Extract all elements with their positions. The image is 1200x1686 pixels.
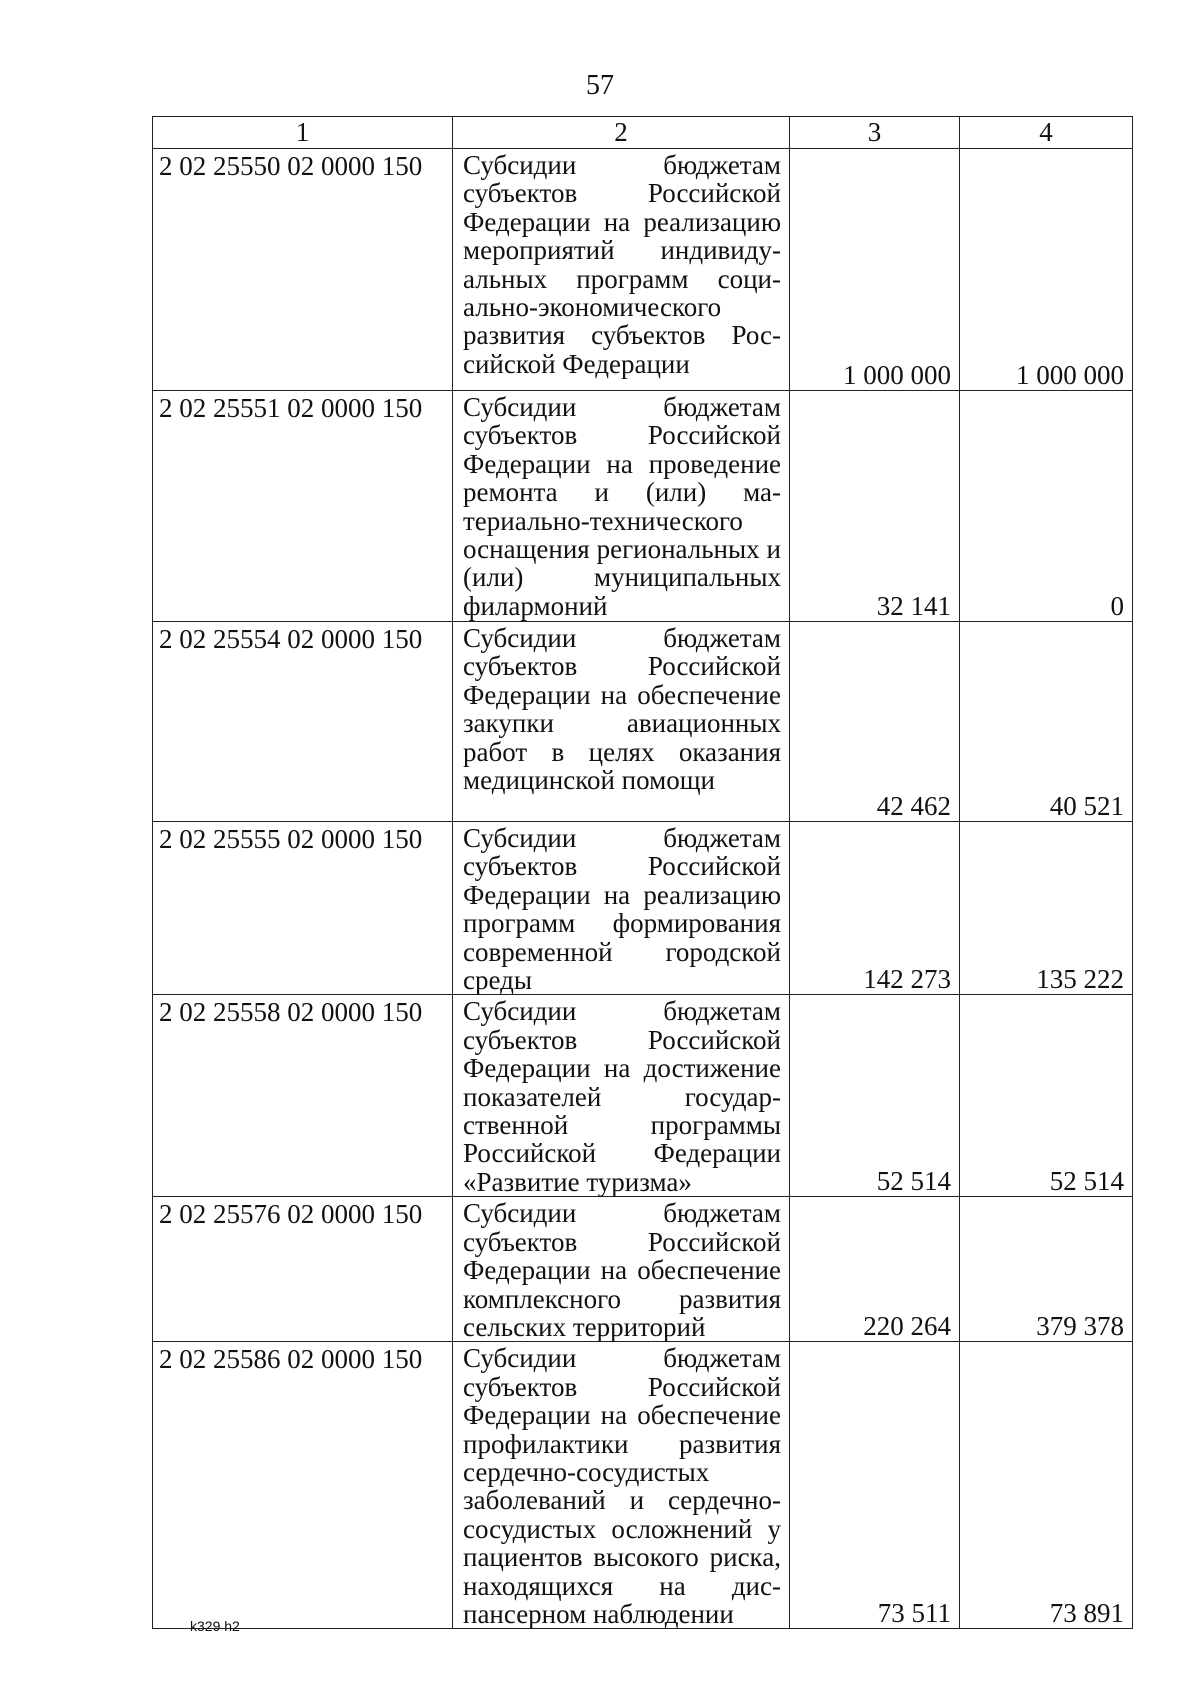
row-name: Субсидии бюджетам субъектов Российской Федерации на обеспечение комплексного развития сельских территорий xyxy=(453,1197,790,1342)
table-row xyxy=(153,1342,1133,1629)
header-cell-4: 4 xyxy=(960,117,1133,149)
row-code: 2 02 25586 02 0000 150 xyxy=(153,1342,453,1629)
page-number: 57 xyxy=(586,70,614,101)
header-cell-1: 1 xyxy=(153,117,453,149)
row-value-3: 1 000 000 xyxy=(790,149,960,391)
row-code: 2 02 25555 02 0000 150 xyxy=(153,822,453,995)
row-value-4: 135 222 xyxy=(960,822,1133,995)
row-code: 2 02 25551 02 0000 150 xyxy=(153,391,453,622)
row-value-3: 32 141 xyxy=(790,391,960,622)
row-name: Субсидии бюджетам субъектов Российской Федерации на проведение ремонта и (или) материально-технического оснащения региональных и (или) муниципальных филармоний xyxy=(453,391,790,622)
table-row xyxy=(153,622,1133,822)
row-value-3: 73 511 xyxy=(790,1342,960,1629)
row-name: Субсидии бюджетам субъектов Российской Федерации на реализацию мероприятий индивидуальных программ социально-экономического развития субъектов Российской Федерации xyxy=(453,149,790,391)
table-row xyxy=(153,995,1133,1197)
header-cell-2: 2 xyxy=(453,117,790,149)
row-code: 2 02 25550 02 0000 150 xyxy=(153,149,453,391)
row-value-3: 142 273 xyxy=(790,822,960,995)
budget-table xyxy=(152,116,1133,1629)
document-footer-code: k329 h2 xyxy=(190,1618,240,1634)
row-name: Субсидии бюджетам субъектов Российской Федерации на обеспечение закупки авиационных работ в целях оказания медицинской помощи xyxy=(453,622,790,822)
table-row xyxy=(153,822,1133,995)
row-name: Субсидии бюджетам субъектов Российской Федерации на достижение показателей государственной программы Российской Федерации «Развитие туризма» xyxy=(453,995,790,1197)
table-row xyxy=(153,391,1133,622)
row-value-3: 220 264 xyxy=(790,1197,960,1342)
row-value-4: 52 514 xyxy=(960,995,1133,1197)
row-code: 2 02 25576 02 0000 150 xyxy=(153,1197,453,1342)
row-value-4: 40 521 xyxy=(960,622,1133,822)
row-value-3: 42 462 xyxy=(790,622,960,822)
row-value-4: 73 891 xyxy=(960,1342,1133,1629)
row-code: 2 02 25554 02 0000 150 xyxy=(153,622,453,822)
row-value-3: 52 514 xyxy=(790,995,960,1197)
row-name: Субсидии бюджетам субъектов Российской Федерации на реализацию программ формирования современной городской среды xyxy=(453,822,790,995)
row-code: 2 02 25558 02 0000 150 xyxy=(153,995,453,1197)
row-value-4: 379 378 xyxy=(960,1197,1133,1342)
header-cell-3: 3 xyxy=(790,117,960,149)
header-row xyxy=(153,117,1133,149)
table-row xyxy=(153,149,1133,391)
row-value-4: 0 xyxy=(960,391,1133,622)
row-name: Субсидии бюджетам субъектов Российской Федерации на обеспечение профилактики развития сердечно-сосудистых заболеваний и сердечнососудистых осложнений у пациентов высокого риска, находящихся на диспансерном наблюдении xyxy=(453,1342,790,1629)
table-row xyxy=(153,1197,1133,1342)
row-value-4: 1 000 000 xyxy=(960,149,1133,391)
